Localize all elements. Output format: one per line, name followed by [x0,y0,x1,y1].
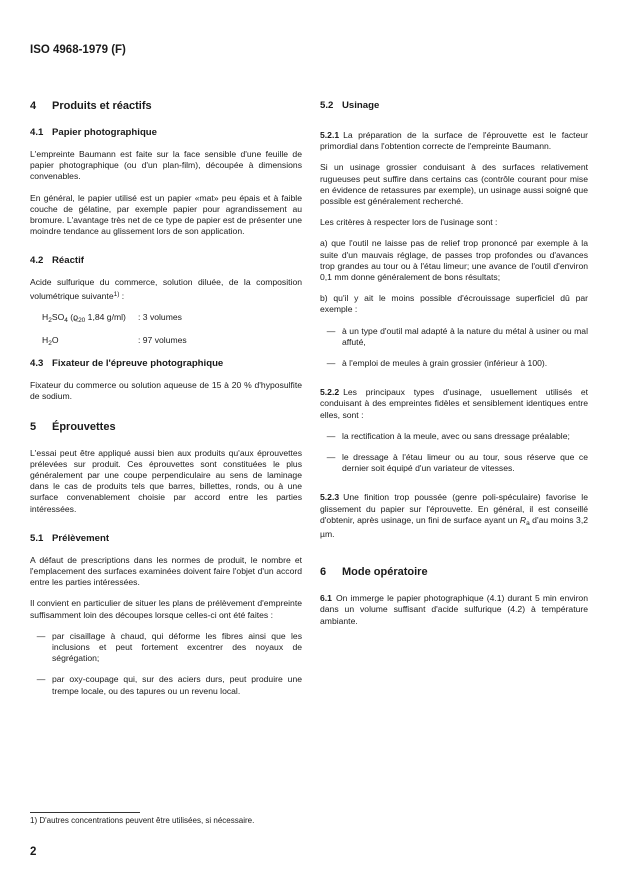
paragraph: Si un usinage grossier conduisant à des surfaces relativement rugueuses peut suffire dans certains cas (contrôle courant pour mise en évidence de retassures par exemple), un usinage aussi soigné que possible est généralement recherché. [320,162,588,207]
paragraph: Fixateur du commerce ou solution aqueuse de 15 à 20 % d'hyposulfite de sodium. [30,380,302,402]
paragraph: 6.1 On immerge le papier photographique (4.1) durant 5 min environ dans un volume suffisant d'acide sulfurique (4.2) à température ambiante. [320,593,588,626]
left-column [30,100,302,707]
section-4-3-heading: 4.3 Fixateur de l'épreuve photographique [30,358,224,370]
right-column [320,100,588,637]
list-item: — la rectification à la meule, avec ou sans dressage préalable; [326,430,570,441]
paragraph: En général, le papier utilisé est un papier «mat» peu épais et à faible couche de gélatine, par exemple papier pour agrandissement au bromure. L'avantage très net de ce type de papier est de présenter une moindre tendance au glissement lors de son application. [30,192,302,237]
paragraph: L'empreinte Baumann est faite sur la face sensible d'une feuille de papier photographique (ou d'un plan-film), découpée à dimensions convenables. [30,149,302,182]
paragraph: Il convient en particulier de situer les plans de prélèvement d'empreinte suffisamment loin des découpes lorsque celles-ci ont été faites : [30,598,302,620]
list-item: — à un type d'outil mal adapté à la nature du métal à usiner ou mal affuté, [326,325,588,347]
paragraph: 5.2.1 La préparation de la surface de l'éprouvette est le facteur primordial dans l'obtention correcte de l'empreinte Baumann. [320,130,588,152]
paragraph: L'essai peut être appliqué aussi bien aux produits qu'aux éprouvettes prélevées sur produit. Ces éprouvettes sont constituées le plus généralement par une coupe perpendiculaire au sens de laminage dans le cas de produits tels que barres, billettes, ronds, ou à une surface convenablement choisie par accord entre les parties intéressées. [30,447,302,514]
paragraph: 5.2.2 Les principaux types d'usinage, usuellement utilisés et conduisant à des empreintes fidèles et sensiblement identiques entre elles, sont : [320,387,588,420]
page-number: 2 [30,846,37,858]
list-item: — par oxy-coupage qui, sur des aciers durs, peut produire une trempe locale, ou des tapures ou un revenu local. [36,674,302,696]
paragraph: Acide sulfurique du commerce, solution diluée, de la composition volumétrique suivante$^{1)}$ : [30,277,302,301]
document-header: ISO 4968-1979 (F) [30,44,126,56]
section-4-1-heading: 4.1 Papier photographique [30,127,158,138]
list-item: — par cisaillage à chaud, qui déforme les fibres ainsi que les inclusions et peut fortement excentrer des noyaux de ségrégation; [36,630,302,664]
section-5-1-heading: 5.1 Prélèvement [30,532,110,544]
paragraph: a) que l'outil ne laisse pas de relief trop prononcé par exemple à la suite d'un mauvais réglage, de passes trop profondes ou d'avances trop grandes au tour ou à l'étau limeur; une avance de l'outil d'environ 0,1 mm donne généralement de bons résultats; [320,238,588,283]
paragraph: Les critères à respecter lors de l'usinage sont : [320,217,498,228]
section-6-heading: 6 Mode opératoire [320,566,428,579]
footnote-divider [30,812,140,813]
formula-row: $H_2SO_4$ ($ϱ_{20}$ 1,84 g/ml) : 3 volumes [42,311,182,324]
list-item: — le dressage à l'étau limeur ou au tour, sous réserve que ce dernier soit équipé d'un variateur de vitesses. [326,452,588,474]
section-4-heading: 4 Produits et réactifs [30,100,152,112]
list-item: — à l'emploi de meules à grain grossier (inférieur à 100). [326,358,548,369]
formula-row: $H_2O$ : 97 volumes [42,335,187,348]
footnote: 1) D'autres concentrations peuvent être utilisées, si nécessaire. [30,816,255,825]
section-5-heading: 5 Éprouvettes [30,420,116,433]
footnote-ref: 1) [113,290,120,298]
section-4-2-heading: 4.2 Réactif [30,255,84,267]
section-5-2-heading: 5.2 Usinage [320,100,380,111]
paragraph: 5.2.3 Une finition trop poussée (genre poli-spéculaire) favorise le glissement du papier sur l'éprouvette. En général, il est conseillé d'obtenir, après usinage, un fini de surface ayant un $R_a$ d'au moins 3,2 µm. [320,492,588,540]
paragraph: b) qu'il y ait le moins possible d'écrouissage superficiel dû par exemple : [320,293,588,315]
paragraph: A défaut de prescriptions dans les normes de produit, le nombre et l'emplacement des surfaces examinées doivent faire l'objet d'un accord entre les parties intéressées. [30,554,302,588]
